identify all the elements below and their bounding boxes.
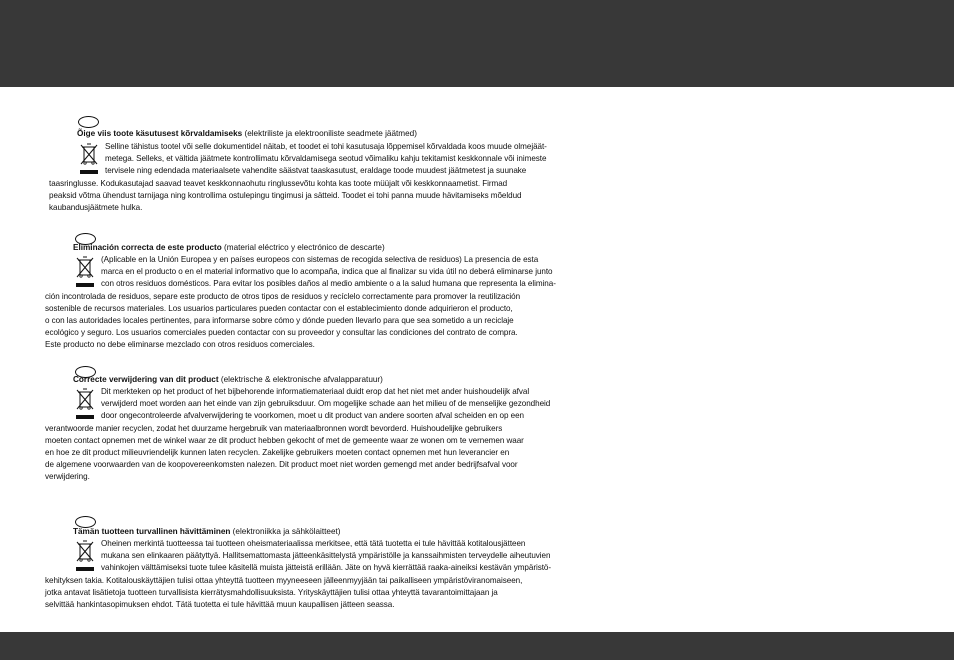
weee-crossed-bin-icon xyxy=(79,142,99,175)
section-heading: Eliminación correcta de este producto (material eléctrico y electrónico de descarte) xyxy=(73,243,385,252)
section-heading: Tämän tuotteen turvallinen hävittäminen (elektroniikka ja sähkölaitteet) xyxy=(73,527,341,536)
top-header-bar xyxy=(0,0,954,87)
section-body: Selline tähistus tootel või selle dokumentidel näitab, et toodet ei tohi kasutusaja lõppemisel kõrvaldada koos muude olmejäät- metega. Selleks, et vältida jäätmete kontrollimatu kõrvaldamisega seotud võimaliku kahju tekitamist keskkonnale või inimeste tervisele ning edendada materiaalsete vahendite säästvat taaskasutust, eraldage toode muudest jäätmetest ja suunake taasringlusse. Kodukasutajad saavad teavet keskkonnaohutu ringlussevõtu kohta kas toote müüjalt või keskkonnaametist. Firmad peaksid võtma ühendust tarnijaga ning kontrollima ostulepingu tingimusi ja sätteid. Toodet ei tohi panna muude hävitamiseks mõeldud kaubandusjäätmete hulka. xyxy=(49,142,547,213)
section-heading: Correcte verwijdering van dit product (elektrische & elektronische afvalapparatuur) xyxy=(73,375,383,384)
section-body: Oheinen merkintä tuotteessa tai tuotteen oheismateriaalissa merkitsee, että tätä tuotetta ei tule hävittää kotitalousjätteen mukana sen elinkaaren päätyttyä. Hallitsemattomasta jätteenkäsittelystä ympäristölle ja kanssaihmisten terveydelle aiheutuvien vahinkojen välttämiseksi tuote tulee käsitellä muista jätteistä erillään. Jäte on hyvä kierrättää raaka-aineiksi kestävän ympäristö- kehityksen takia. Kotitalouskäyttäjien tulisi ottaa yhteyttä tuotteen myyneeseen jälleenmyyjään tai paikalliseen ympäristöviranomaiseen, jotka antavat lisätietoja tuotteen turvallisista kierrätysmahdollisuuksista. Yrityskäyttäjien tulisi ottaa yhteyttä tavarantoimittajaan ja selvittää hankintasopimuksen ehdot. Tätä tuotetta ei tule hävittää muun kaupallisen jätteen seassa. xyxy=(45,539,552,610)
bottom-footer-bar xyxy=(0,632,954,660)
section-heading: Õige viis toote käsutusest kõrvaldamiseks (elektriliste ja elektrooniliste seadmete jäätmed) xyxy=(77,129,417,138)
weee-crossed-bin-icon xyxy=(75,255,95,288)
section-body: (Aplicable en la Unión Europea y en países europeos con sistemas de recogida selectiva de residuos) La presencia de esta marca en el producto o en el material informativo que lo acompaña, indica que al finalizar su vida útil no deberá eliminarse junto con otros residuos domésticos. Para evitar los posibles daños al medio ambiente o a la salud humana que representa la elimina- ción incontrolada de residuos, separe este producto de otros tipos de residuos y recíclelo correctamente para promover la reutilización sostenible de recursos materiales. Los usuarios particulares pueden contactar con el establecimiento donde adquirieron el producto, o con las autoridades locales pertinentes, para informarse sobre cómo y dónde pueden llevarlo para que sea sometido a un reciclaje ecológico y seguro. Los usuarios comerciales pueden contactar con su proveedor y consultar las condiciones del contrato de compra. Este producto no debe eliminarse mezclado con otros residuos comerciales. xyxy=(45,255,556,350)
weee-crossed-bin-icon xyxy=(75,387,95,420)
language-oval-marker xyxy=(78,116,99,128)
section-body: Dit merkteken op het product of het bijbehorende informatiemateriaal duidt erop dat het niet met ander huishoudelijk afval verwijderd moet worden aan het einde van zijn gebruiksduur. Om mogelijke schade aan het milieu of de menselijke gezondheid door ongecontroleerde afvalverwijdering te voorkomen, moet u dit product van andere soorten afval scheiden en op een verantwoorde manier recyclen, zodat het duurzame hergebruik van materiaalbronnen wordt bevorderd. Huishoudelijke gebruikers moeten contact opnemen met de winkel waar ze dit product hebben gekocht of met de gemeente waar ze wonen om te vernemen waar en hoe ze dit product milieuvriendelijk kunnen laten recyclen. Zakelijke gebruikers moeten contact opnemen met hun leverancier en de algemene voorwaarden van de koopovereenkomsten nalezen. Dit product moet niet worden gemengd met ander bedrijfsafval voor verwijdering. xyxy=(45,387,551,482)
weee-crossed-bin-icon xyxy=(75,539,95,572)
